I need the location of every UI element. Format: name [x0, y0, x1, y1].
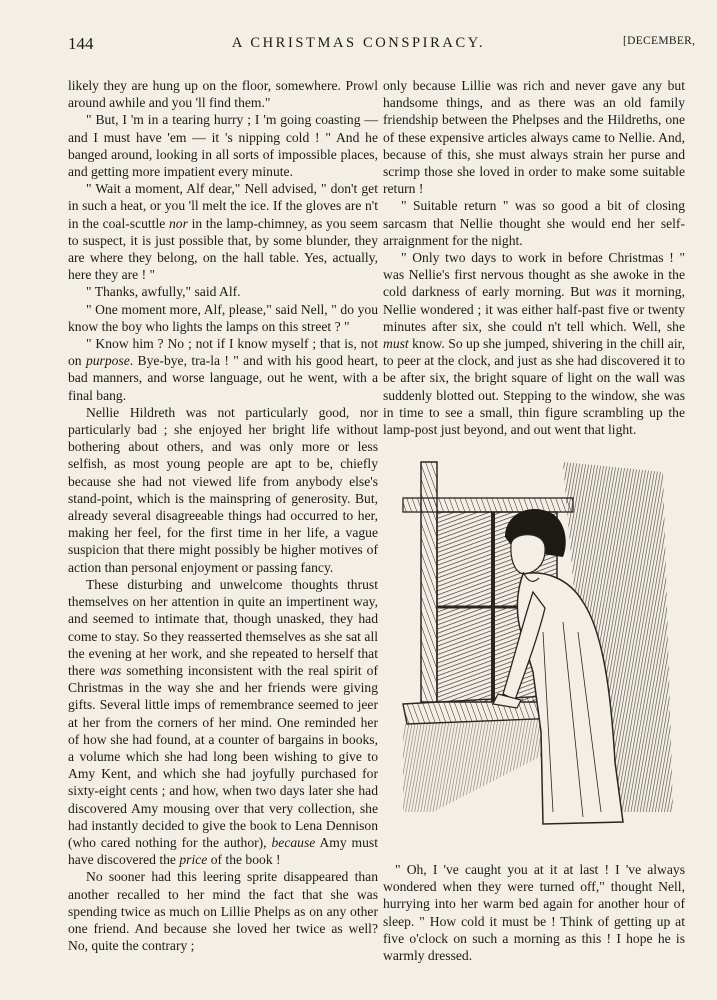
text-run: it morning, Nellie wondered ; it was either half-past five or twenty minutes after six, she could n't tell which. Well, she	[383, 284, 685, 334]
italic-word: purpose	[85, 353, 130, 369]
paragraph	[68, 283, 378, 300]
text-run: . Bye-bye, tra-la ! " and with his good heart, bad manners, and worse language, out he went, with a final bang.	[68, 353, 378, 403]
left-text-column	[68, 77, 378, 954]
text-run: know. So up she jumped, shivering in the chill air, to peer at the clock, and just as she had discovered it to be after six, the bright square of light on the wall was suddenly blotted out. Stepping to the window, she was in time to see a small, thin figure scrambling up the lamp-post just beyond, and out went that light.	[383, 336, 685, 438]
italic-word: must	[383, 336, 409, 352]
text-run: something inconsistent with the real spirit of Christmas in the way she and her friends were giving gifts. Several little imps of remembrance seemed to jeer at her from the corners of her mind. One reminded her of how she had found, at a counter of bargains in books, a volume which she had long been wishing to give to Amy Kent, and which she had joyfully purchased for sixty-eight cents ; and how, when two days later she had discovered Amy mousing over that very collection, she had instantly decided to give the book to Lena Dennison (who cared nothing for the author),	[68, 662, 378, 850]
text-run: " Oh, I 've caught you at it at last ! I 've always wondered when they were turned off," thought Nell, hurrying into her warm bed again for another hour of sleep. " How cold it must be ! Think of getting up at five o'clock on such a morning as this ! I hope he is warmly dressed.	[383, 862, 685, 964]
paragraph	[383, 249, 685, 438]
italic-word: price	[179, 852, 208, 868]
paragraph	[383, 197, 685, 249]
text-run: Nellie Hildreth was not particularly good, nor particularly bad ; she enjoyed her bright life without bothering about others, and was only more or less selfish, as most young people are apt to be, chiefly because she had not viewed life from anybody else's stand-point, which is the mainspring of generosity. But, already several disagreeable things had occurred to her, making her feel, for the first time in her life, a vague suspicion that there might possibly be higher motives of action than personal enjoyment or passing fancy.	[68, 404, 378, 575]
paragraph	[68, 77, 378, 111]
paragraph	[68, 180, 378, 283]
paragraph	[68, 404, 378, 576]
paragraph	[383, 861, 685, 964]
paragraph	[68, 111, 378, 180]
italic-word: because	[271, 834, 316, 850]
text-run: " Thanks, awfully," said Alf.	[86, 284, 241, 300]
text-run: " But, I 'm in a tearing hurry ; I 'm going coasting — and I must have 'em — it 's nipping cold ! " And he banged around, looking in all sorts of impossible places, and getting more impatient every minute.	[68, 112, 378, 180]
paragraph	[68, 335, 378, 404]
right-text-column	[383, 77, 685, 438]
text-run: likely they are hung up on the floor, somewhere. Prowl around awhile and you 'll find them."	[68, 78, 378, 111]
paragraph	[68, 868, 378, 954]
text-run: " Wait a moment, Alf dear," Nell advised, " don't get in such a heat, or you 'll melt the ice. If the gloves are n't in the coal-scuttle	[68, 181, 378, 231]
italic-word: nor	[168, 215, 188, 231]
italic-word: was	[100, 662, 122, 678]
text-run: No sooner had this leering sprite disappeared than another recalled to her mind the fact that she was spending twice as much on Lillie Phelps as on any other one friend. And because she loved her twice as well? No, quite the contrary ;	[68, 869, 378, 954]
text-run: " Suitable return " was so good a bit of closing sarcasm that Nellie thought she would end her self-arraignment for the night.	[383, 198, 685, 248]
page-number: 144	[68, 34, 94, 53]
running-month: [DECEMBER,	[623, 35, 696, 47]
running-title: A CHRISTMAS CONSPIRACY.	[231, 35, 486, 51]
text-run: Amy must have discovered the	[68, 834, 378, 868]
text-run: These disturbing and unwelcome thoughts thrust themselves on her attention in quite an impertinent way, and seemed to intimate that, though unasked, they had come to stay. So they reasserted themselves as she sat all the evening at her work, and she repeated to herself that there	[68, 576, 378, 678]
paragraph	[383, 77, 685, 197]
text-run: of the book !	[207, 852, 281, 868]
illustration-girl-at-window	[393, 432, 683, 852]
text-run: " One moment more, Alf, please," said Nell, " do you know the boy who lights the lamps on this street ? "	[68, 301, 378, 334]
text-run: in the lamp-chimney, as you seem to suspect, it is just possible that, by some blunder, they are where they belong, on the hall table. Yes, actually, here they are ! "	[68, 215, 379, 283]
text-run: " Know him ? No ; not if I know myself ; that is, not on	[68, 336, 378, 369]
text-run: only because Lillie was rich and never gave any but handsome things, and as there was an old family friendship between the Phelpses and the Hildreths, one of these expensive articles always came to Nellie. And, because of this, she must always strain her purse and scrimp those she loved in order to make some suitable return !	[383, 78, 685, 197]
text-run: " Only two days to work in before Christmas ! " was Nellie's first nervous thought as she awoke in the cold darkness of early morning. But	[383, 250, 685, 300]
bottom-text-column	[383, 861, 685, 964]
page-header	[0, 34, 717, 58]
italic-word: was	[595, 284, 617, 300]
paragraph	[68, 301, 378, 335]
paragraph	[68, 576, 378, 868]
